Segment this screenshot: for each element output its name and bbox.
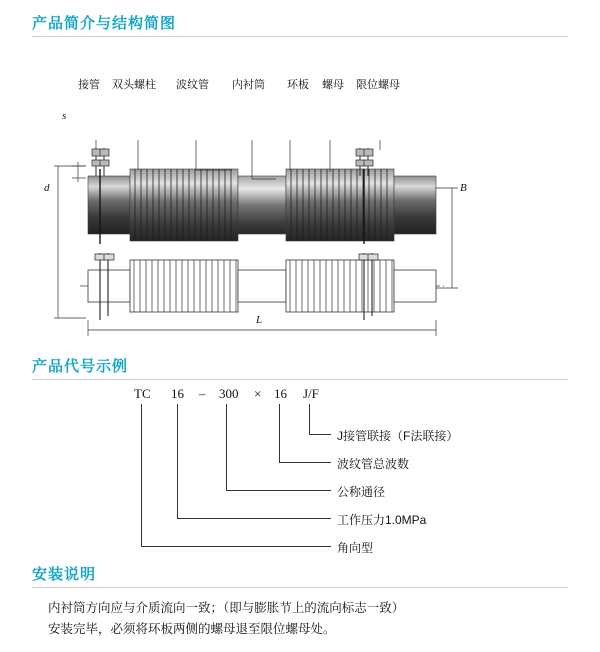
code-desc-pressure: 工作压力1.0MPa <box>337 513 427 527</box>
structure-diagram <box>0 48 600 348</box>
dimension-label-d: d <box>44 182 50 194</box>
install-note-line-1: 内衬筒方向应与介质流向一致；（即与膨胀节上的流向标志一致） <box>48 601 405 615</box>
code-token-waves: 16 <box>274 386 287 401</box>
code-token-dash: – <box>199 386 206 401</box>
section-divider-3 <box>32 587 568 588</box>
leader-line-diameter <box>226 404 227 490</box>
product-code-example <box>0 386 600 555</box>
leader-line-diameter-h <box>226 490 331 491</box>
leader-line-type-h <box>141 546 331 547</box>
section-title-code: 产品代号示例 <box>32 358 129 375</box>
leader-line-waves-h <box>279 462 331 463</box>
callout-label-neichentong: 内衬筒 <box>232 79 265 91</box>
callout-label-xianweiluomu: 限位螺母 <box>356 79 400 91</box>
leader-line-pressure <box>177 404 178 518</box>
code-desc-waves: 波纹管总波数 <box>337 457 410 471</box>
code-desc-type: 角向型 <box>337 541 374 555</box>
leader-line-connection-h <box>309 434 331 435</box>
leader-line-waves <box>279 404 280 462</box>
callout-label-luomu: 螺母 <box>322 79 344 91</box>
structure-diagram-svg <box>0 48 600 348</box>
dimension-label-s: s <box>62 110 67 122</box>
dimension-label-L: L <box>256 314 263 326</box>
leader-line-type <box>141 404 142 546</box>
code-desc-connection: J接管联接（F法联接） <box>337 429 459 443</box>
code-desc-diameter: 公称通径 <box>337 485 386 499</box>
dimension-label-B: B <box>460 182 467 194</box>
section-divider-1 <box>32 36 568 37</box>
callout-label-shuangtouluozhu: 双头螺柱 <box>112 79 156 91</box>
leader-line-connection <box>309 404 310 434</box>
code-token-diameter: 300 <box>219 386 239 401</box>
code-token-connection: J/F <box>303 386 319 401</box>
code-token-pressure: 16 <box>171 386 184 401</box>
code-token-series: TC <box>134 386 151 401</box>
callout-label-bowenguan: 波纹管 <box>176 79 209 91</box>
section-divider-2 <box>32 379 568 380</box>
leader-line-pressure-h <box>177 518 331 519</box>
code-token-times: × <box>254 386 262 401</box>
install-notes <box>48 598 568 640</box>
callout-label-jieguan: 接管 <box>78 79 100 91</box>
section-title-intro: 产品简介与结构简图 <box>32 15 177 32</box>
callout-label-huanban: 环板 <box>287 79 309 91</box>
section-title-install: 安装说明 <box>32 566 97 583</box>
install-note-line-2: 安装完毕，必须将环板两侧的螺母退至限位螺母处。 <box>48 622 336 636</box>
